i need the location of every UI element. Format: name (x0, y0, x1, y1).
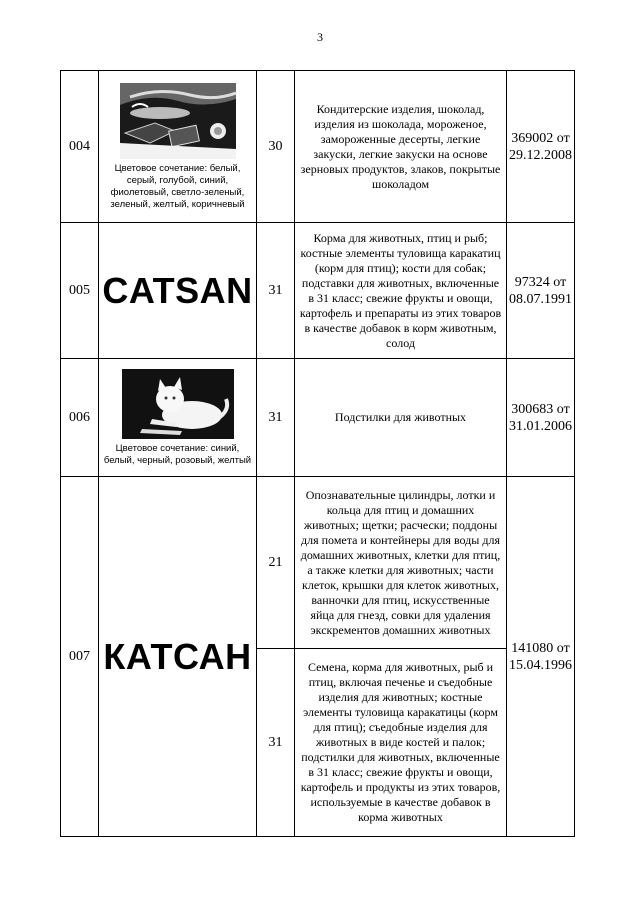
registration-number: 97324 от 08.07.1991 (507, 223, 575, 359)
goods-list: Подстилки для животных (295, 359, 507, 477)
table-row (61, 223, 575, 359)
cat-image (122, 369, 234, 439)
trademark-cell (99, 477, 257, 837)
row-number: 007 (61, 477, 99, 837)
goods-list: Семена, корма для животных, рыб и птиц, включая печенье и съедобные изделия для животных; костные элементы туловища каракатицы (корм для птиц); съедобные изделия для животных в виде костей и палок; подстилки для животных, включенные в 31 класс; свежие фрукты и овощи, картофель и продукты из этих товаров, используемые в качестве добавок в корма животных (295, 649, 507, 837)
row-number: 004 (61, 71, 99, 223)
class-number: 31 (257, 649, 295, 837)
table-row (61, 71, 575, 223)
registration-number: 300683 от 31.01.2006 (507, 359, 575, 477)
goods-list: Корма для животных, птиц и рыб; костные элементы туловища каракатиц (корм для птиц); кости для собак; подставки для животных, включенные в 31 класс; свежие фрукты и овощи, картофель и препараты из этих товаров в качестве добавок в корм животным, солод (295, 223, 507, 359)
class-number: 21 (257, 477, 295, 649)
table-row (61, 359, 575, 477)
color-combination: Цветовое сочетание: синий, белый, черный, розовый, желтый (103, 442, 252, 466)
goods-list: Опознавательные цилиндры, лотки и кольца для птиц и домашних животных; щетки; расчески; поддоны для помета и контейнеры для воды для домашних животных, клетки для птиц, а также клетки для животных; части клеток, крышки для клеток животных, ванночки для птиц, искусственные яйца для гнезд, совки для удаления экскрементов домашних животных (295, 477, 507, 649)
class-number: 30 (257, 71, 295, 223)
wordmark: CATSAN (102, 269, 253, 311)
registration-number: 141080 от 15.04.1996 (507, 477, 575, 837)
wordmark: КАТСАН (103, 635, 252, 677)
color-combination: Цветовое сочетание: белый, серый, голубой, синий, фиолетовый, светло-зеленый, зеленый, желтый, коричневый (110, 162, 245, 210)
trademark-cell (99, 359, 257, 477)
page-number: 3 (317, 30, 323, 44)
class-number: 31 (257, 223, 295, 359)
table-row (61, 477, 575, 649)
class-number: 31 (257, 359, 295, 477)
goods-list: Кондитерские изделия, шоколад, изделия из шоколада, мороженое, замороженные десерты, легкие закуски, легкие закуски на основе зерновых продуктов, злаков, покрытые шоколадом (295, 71, 507, 223)
chocolate-image (120, 83, 236, 159)
trademark-cell (99, 223, 257, 359)
row-number: 005 (61, 223, 99, 359)
row-number: 006 (61, 359, 99, 477)
trademark-cell (99, 71, 257, 223)
registration-number: 369002 от 29.12.2008 (507, 71, 575, 223)
trademark-table (60, 70, 575, 837)
